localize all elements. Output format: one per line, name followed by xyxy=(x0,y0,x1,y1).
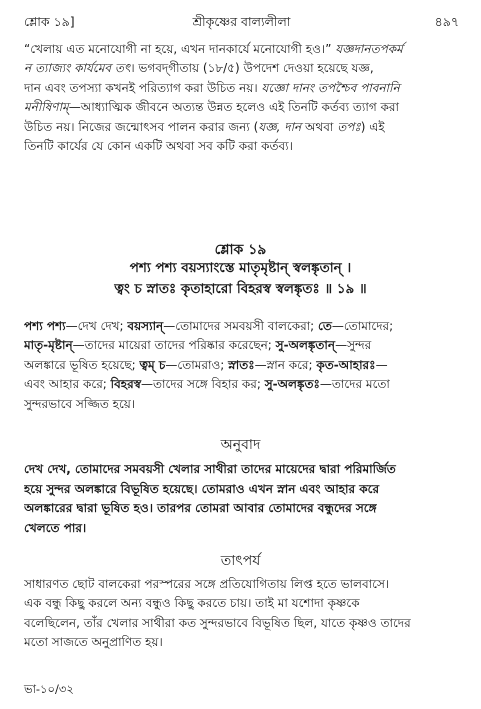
intro-paragraph xyxy=(24,40,460,156)
text-line xyxy=(24,79,460,98)
text-run: দান এবং তপস্যা কখনই পরিত্যাগ করা উচিত নয়। xyxy=(24,80,262,95)
text-run: —সুন্দর xyxy=(335,338,372,353)
text-run: ) এই xyxy=(360,119,385,134)
translation-text xyxy=(24,460,460,538)
italic-phrase: ন ত্যাজ্যং কার্যমেব তৎ xyxy=(24,61,131,76)
text-run: “খেলায় এত মনোযোগী না হয়ে, এখন দানকার্যে মনোযোগী হও।” xyxy=(24,42,336,56)
purport-line: মতো সাজতে অনুপ্রাণিত হয়। xyxy=(24,635,163,650)
text-run: তিনটি কার্যের যে কোন একটি অথবা সব কটি করা কর্তব্য। xyxy=(24,139,293,154)
verse-text xyxy=(0,258,481,300)
purport-heading: তাৎপর্য xyxy=(220,553,261,569)
gloss-term: পশ্য পশ্য xyxy=(24,319,66,333)
gloss-term: মাতৃ-মৃষ্টান্‌ xyxy=(24,338,73,353)
purport-line: সাধারণত ছোট বালকেরা পরস্পরের সঙ্গে প্রতিযোগিতায় লিপ্ত হতে ভালবাসে। xyxy=(24,577,390,591)
text-run: —তাদের সঙ্গে বিহার কর; xyxy=(141,377,265,392)
verse-line-2: ত্বং চ স্নাতঃ কৃতাহারো বিহরস্ব স্বলঙ্কৃতঃ ॥ ১৯ ॥ xyxy=(114,281,367,297)
translation-line: অলঙ্কারের দ্বারা ভূষিত হও। তারপর তোমরা আবার তোমাদের বন্ধুদের সঙ্গে xyxy=(24,501,377,516)
header-page-number: ৪৯৭ xyxy=(434,14,459,29)
running-header xyxy=(24,12,459,32)
text-line xyxy=(24,317,460,336)
text-line xyxy=(24,59,460,78)
verse-title: শ্লোক ১৯ xyxy=(214,242,267,258)
gloss-term: কৃত-আহারঃ xyxy=(316,357,376,372)
text-line xyxy=(24,336,460,355)
translation-line: হয়ে সুন্দর অলঙ্কারে বিভূষিত হয়েছে। তোমরাও এখন স্নান এবং আহার করে xyxy=(24,481,380,496)
text-run: —তাদের মতো xyxy=(319,377,390,392)
gloss-term: সু-অলঙ্কৃতঃ xyxy=(264,377,320,392)
purport-line: বলেছিলেন, তাঁর খেলার সাথীরা কত সুন্দরভাবে বিভূষিত ছিল, যাতে কৃষ্ণও তাদের xyxy=(24,615,411,630)
gloss-term: তে xyxy=(318,319,332,333)
verse-line-1: পশ্য পশ্য বয়স্যাংস্তে মাতৃমৃষ্টান্‌ স্বলঙ্কৃতান্‌ । xyxy=(129,260,352,276)
header-chapter-title: শ্রীকৃষ্ণের বাল্যলীলা xyxy=(192,14,291,29)
purport-text xyxy=(24,575,460,653)
text-line xyxy=(24,98,460,117)
word-for-word-gloss xyxy=(24,317,460,414)
italic-phrase: যজ্ঞদানতপকর্ম xyxy=(335,42,403,56)
italic-phrase: যজ্ঞ, দান xyxy=(258,119,302,134)
text-run: অথবা xyxy=(301,119,338,134)
gloss-term: বয়স্যান্‌ xyxy=(127,319,164,333)
gloss-term: বিহরস্ব xyxy=(110,377,141,392)
gloss-term: ত্বম্‌ চ xyxy=(139,357,166,372)
text-line xyxy=(24,118,460,137)
text-run: অলঙ্কারে ভূষিত হয়েছে; xyxy=(24,357,140,372)
text-line xyxy=(24,395,460,414)
text-run: —তোমরাও; xyxy=(165,357,229,372)
text-run: —তোমাদের সমবয়সী বালকেরা; xyxy=(163,319,319,333)
translation-line: খেলতে পার। xyxy=(24,520,87,535)
gloss-term: স্নাতঃ xyxy=(228,357,255,372)
italic-phrase: মনীষিণাম্‌ xyxy=(24,100,69,115)
italic-phrase: তপঃ xyxy=(337,119,361,134)
text-run: —আধ্যাত্মিক জীবনে অত্যন্ত উন্নত হলেও এই তিনটি কর্তব্য ত্যাগ করা xyxy=(68,100,400,115)
text-run: — xyxy=(375,357,388,372)
text-run: । ভগবদ্‌গীতায় (১৮/৫) উপদেশ দেওয়া হয়েছে যজ্ঞ, xyxy=(130,61,374,76)
translation-line: দেখ দেখ, তোমাদের সমবয়সী খেলার সাথীরা তাদের মায়েদের দ্বারা পরিমার্জিত xyxy=(24,462,396,476)
purport-line: এক বন্ধু কিছু করলে অন্য বন্ধুও কিছু করতে চায়। তাই মা যশোদা কৃষ্ণকে xyxy=(24,596,360,611)
text-run: সুন্দরভাবে সজ্জিত হয়ে। xyxy=(24,396,136,411)
text-run: এবং আহার করে; xyxy=(24,377,111,392)
text-run: —তোমাদের; xyxy=(331,319,394,333)
header-verse-number: শ্লোক ১৯] xyxy=(24,14,75,29)
footer-signature: ভা-১০/৩২ xyxy=(24,682,74,696)
text-line xyxy=(24,137,460,156)
text-run: —স্নান করে; xyxy=(254,357,317,372)
text-run: —তাদের মায়েরা তাদের পরিষ্কার করেছেন; xyxy=(72,338,276,353)
translation-heading: অনুবাদ xyxy=(220,437,261,453)
italic-phrase: যজ্ঞো দানং তপশ্চৈব পাবনানি xyxy=(261,80,400,95)
text-line xyxy=(24,356,460,375)
text-line xyxy=(24,40,460,59)
text-run: উচিত নয়। নিজের জন্মোৎসব পালন করার জন্য ( xyxy=(24,119,259,134)
text-line xyxy=(24,375,460,394)
gloss-term: সু-অলঙ্কৃতান্‌ xyxy=(275,338,336,353)
text-run: —দেখ দেখ; xyxy=(65,319,128,333)
